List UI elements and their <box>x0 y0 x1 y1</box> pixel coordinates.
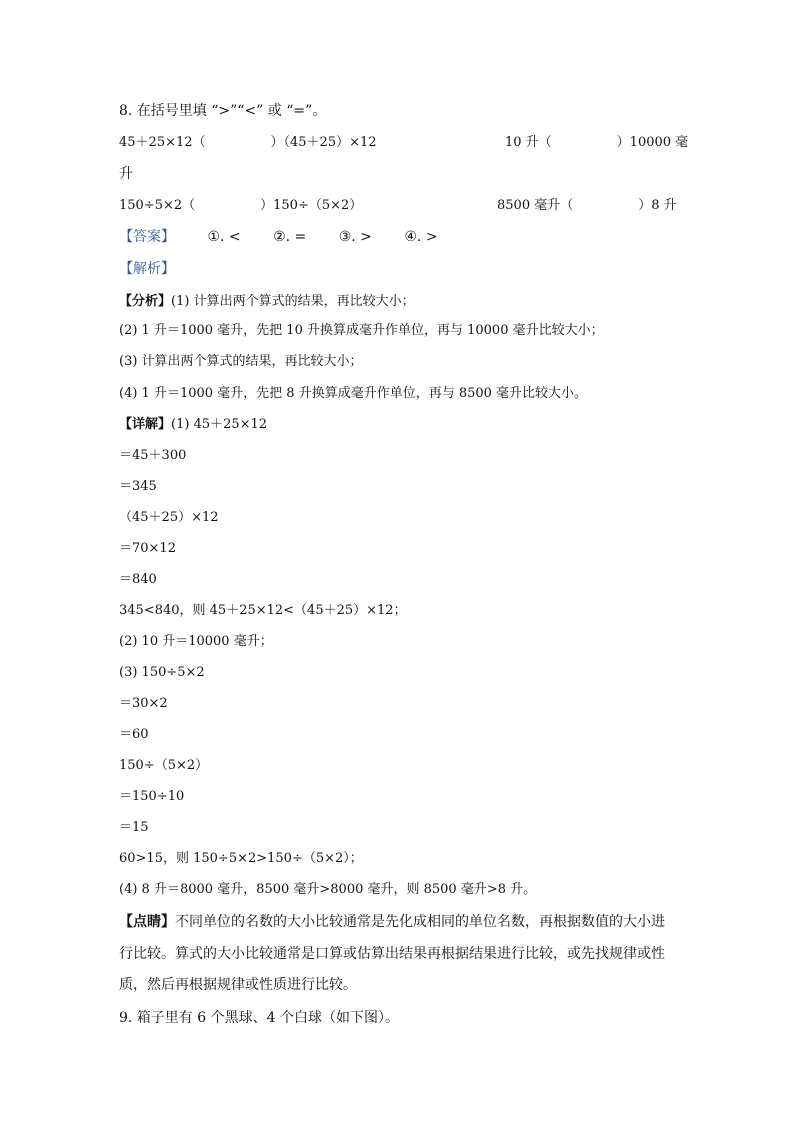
q9-title: 9. 箱子里有 6 个黑球、4 个白球（如下图）。 <box>119 1010 399 1026</box>
dianjing-line-3: 质，然后再根据规律或性质进行比较。 <box>119 977 357 993</box>
q8-title: 8. 在括号里填 “>”“<” 或 “=”。 <box>119 103 327 119</box>
answer-item-1: ①. < <box>207 229 241 245</box>
xiangjie-line-7: 345<840，则 45＋25×12<（45＋25）×12； <box>119 603 407 618</box>
answer-item-2: ②. = <box>273 229 307 245</box>
xiangjie-line-13: ＝150÷10 <box>119 789 185 804</box>
dianjing-line-2: 行比较。算式的大小比较通常是口算或估算出结果再根据结果进行比较，或先找规律或性 <box>119 946 665 962</box>
dianjing-line-1 <box>119 912 665 932</box>
xiangjie-text-1: (1) 45＋25×12 <box>171 417 268 432</box>
fenxi-line-2: (2) 1 升＝1000 毫升，先把 10 升换算成毫升作单位，再与 10000 毫升比较大小； <box>119 323 604 338</box>
fenxi-line-4: (4) 1 升＝1000 毫升，先把 8 升换算成毫升作单位，再与 8500 毫升比较大小。 <box>119 386 588 401</box>
q8-row1-right: 10 升（ ）10000 毫 <box>505 135 689 150</box>
xiangjie-line-12: 150÷（5×2） <box>119 758 209 773</box>
xiangjie-line-4: （45＋25）×12 <box>119 510 219 525</box>
analysis-tag: 【解析】 <box>119 261 175 277</box>
fenxi-line-1 <box>119 292 415 312</box>
xiangjie-line-1 <box>119 415 267 435</box>
xiangjie-line-3: ＝345 <box>119 479 157 494</box>
xiangjie-line-11: ＝60 <box>119 727 149 742</box>
xiangjie-line-10: ＝30×2 <box>119 696 168 711</box>
answer-item-3: ③. > <box>338 229 372 245</box>
xiangjie-line-5: ＝70×12 <box>119 541 176 556</box>
q8-row1-left: 45＋25×12（ ）（45＋25）×12 <box>119 135 377 150</box>
dianjing-text-1: 不同单位的名数的大小比较通常是先化成相同的单位名数，再根据数值的大小进 <box>175 914 665 930</box>
xiangjie-line-8: (2) 10 升＝10000 毫升； <box>119 634 273 649</box>
q8-row1-wrap: 升 <box>119 166 133 182</box>
xiangjie-line-6: ＝840 <box>119 572 157 587</box>
q8-row2-right: 8500 毫升（ ）8 升 <box>497 198 677 213</box>
xiangjie-line-2: ＝45＋300 <box>119 448 187 463</box>
xiangjie-line-15: 60>15，则 150÷5×2>150÷（5×2）； <box>119 851 363 866</box>
answer-item-4: ④. > <box>404 229 438 245</box>
xiangjie-line-9: (3) 150÷5×2 <box>119 665 205 680</box>
dianjing-tag: 【点睛】 <box>119 914 175 930</box>
fenxi-text-1: (1) 计算出两个算式的结果，再比较大小； <box>171 294 415 309</box>
xiangjie-line-14: ＝15 <box>119 820 149 835</box>
fenxi-tag: 【分析】 <box>119 294 172 309</box>
xiangjie-line-16: (4) 8 升＝8000 毫升，8500 毫升>8000 毫升，则 8500 毫升>8 升。 <box>119 882 537 897</box>
answer-tag: 【答案】 <box>119 229 175 245</box>
q8-row2-left: 150÷5×2（ ）150÷（5×2） <box>119 198 363 213</box>
fenxi-line-3: (3) 计算出两个算式的结果，再比较大小； <box>119 354 363 369</box>
answer-line <box>119 227 438 247</box>
xiangjie-tag: 【详解】 <box>119 417 172 432</box>
